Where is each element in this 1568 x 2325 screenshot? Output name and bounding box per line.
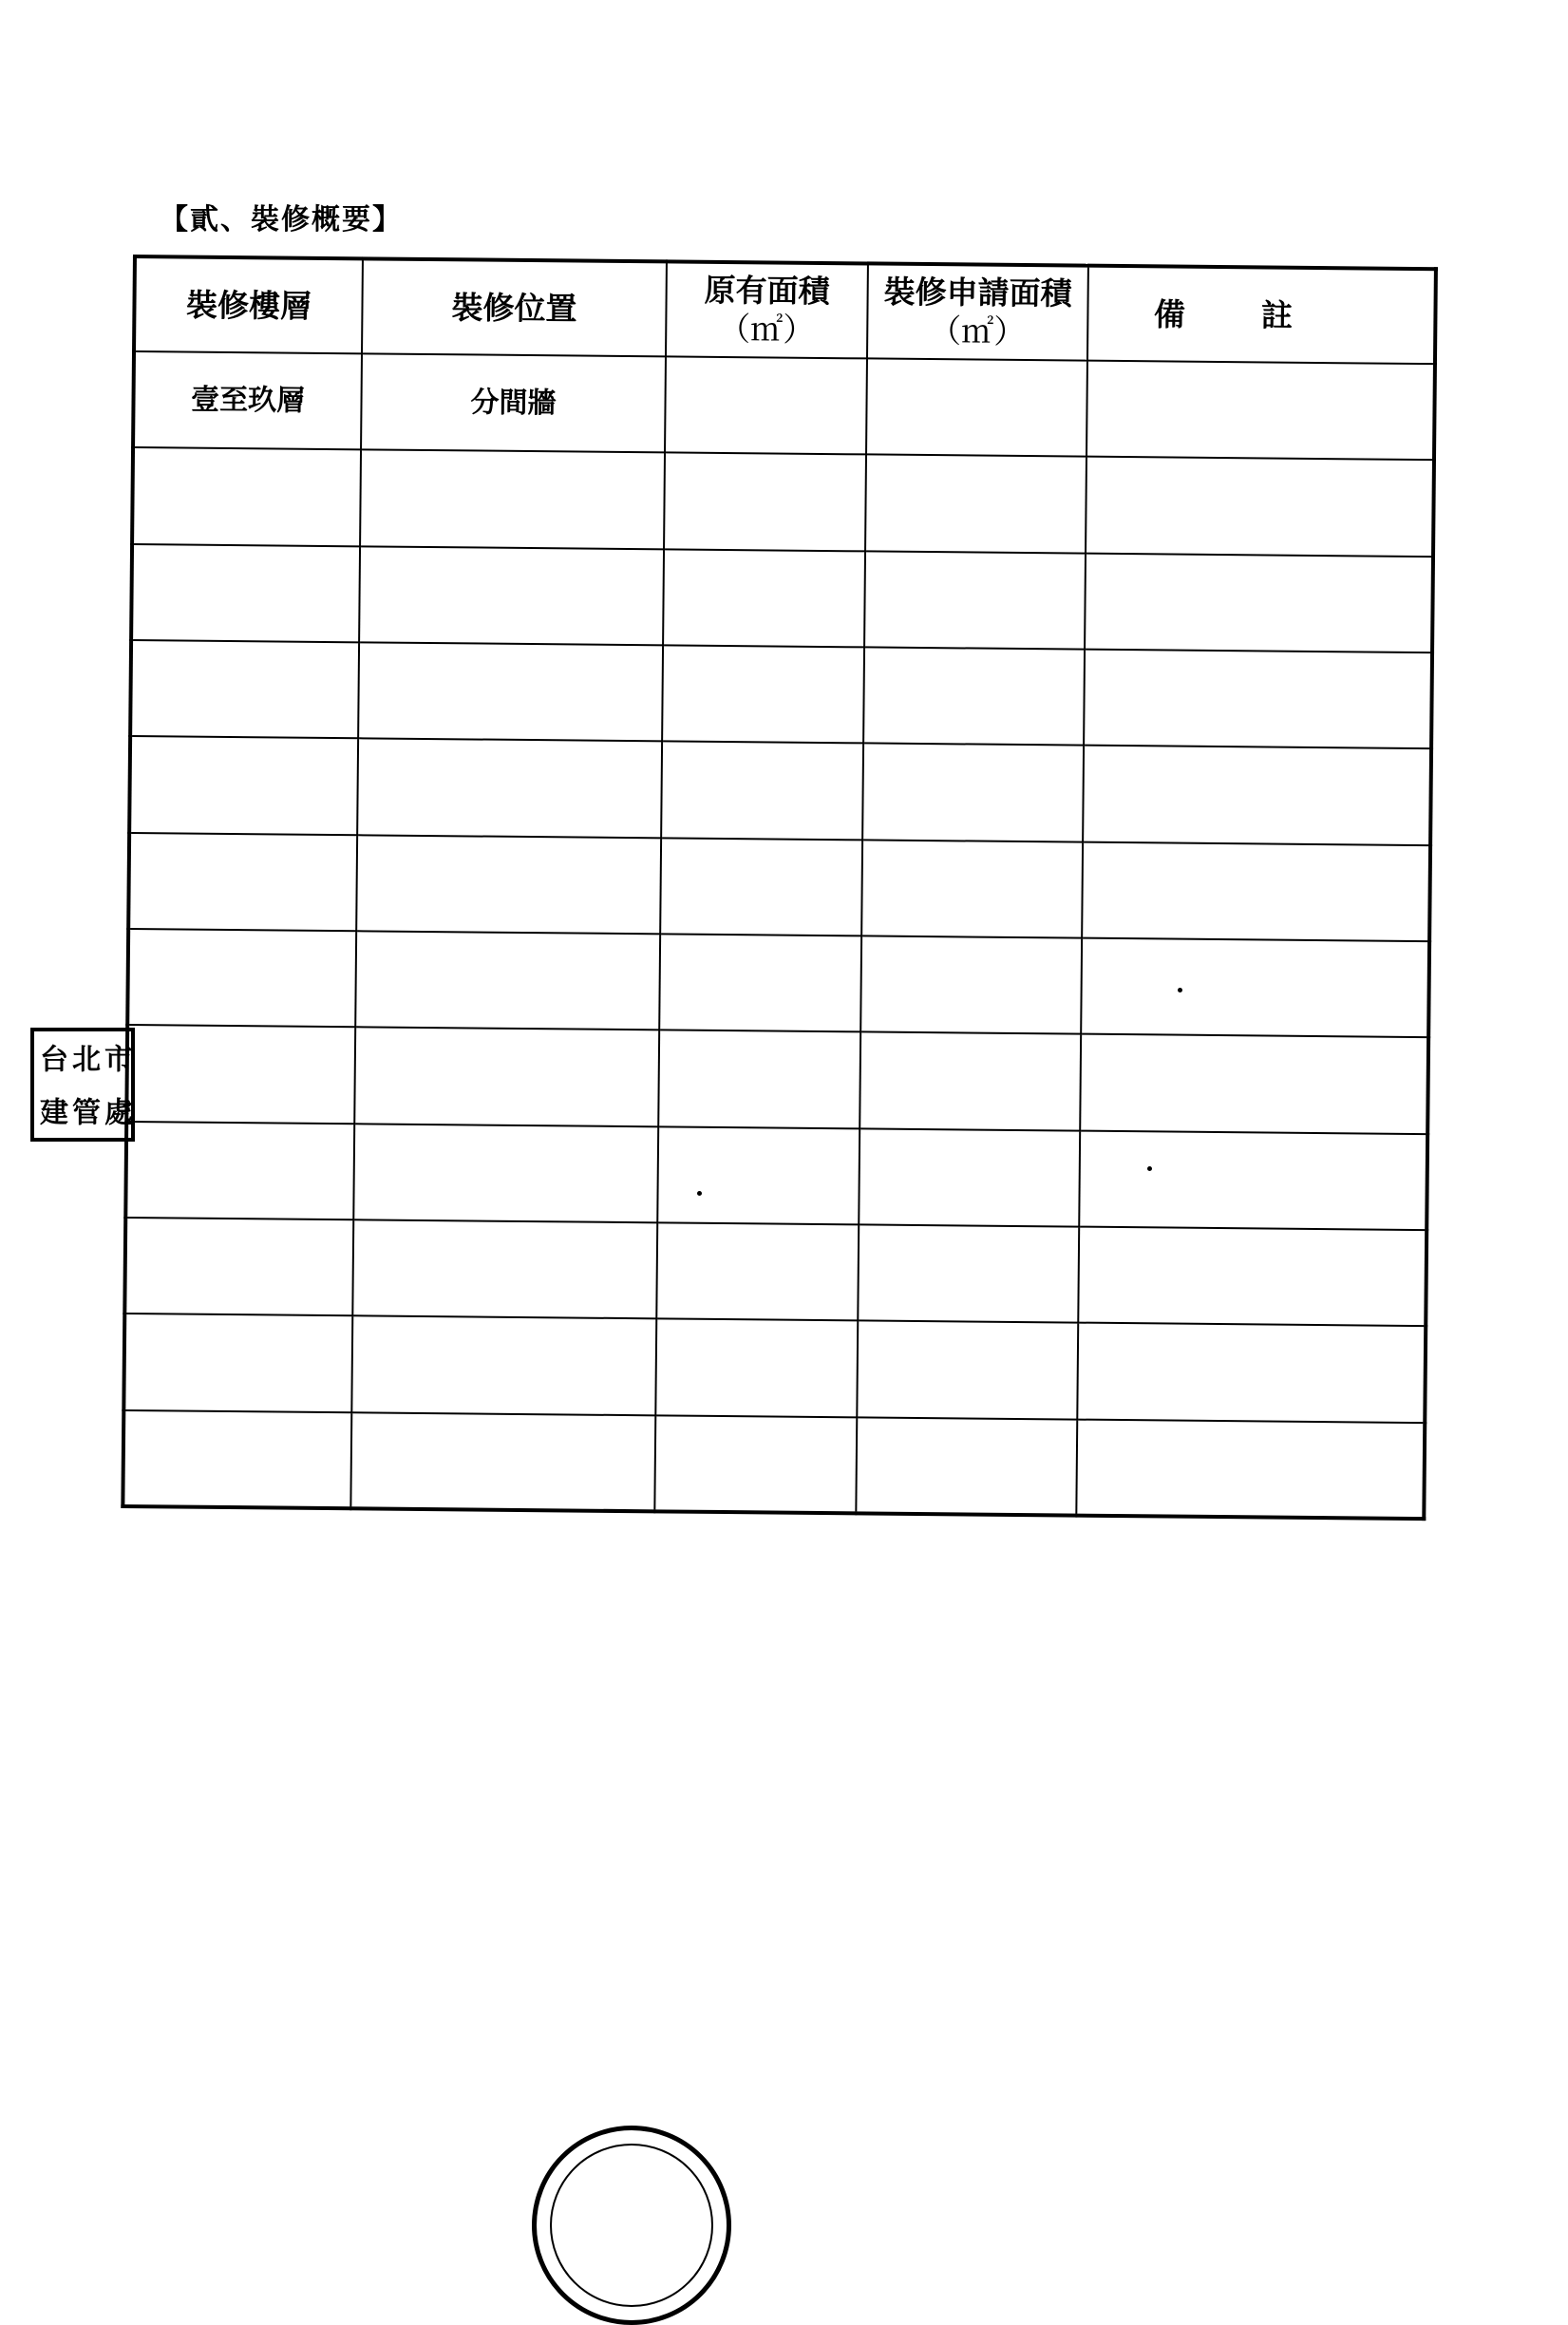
cell-floor (131, 544, 360, 643)
cell-applied-area (862, 744, 1084, 842)
header-original-area-unit: （㎡） (718, 310, 816, 350)
table-header-row (134, 256, 1436, 364)
cell-applied-area (863, 647, 1085, 746)
stamp-seal-left (30, 1028, 135, 1142)
table-row (127, 929, 1429, 1037)
cell-floor (124, 1218, 353, 1316)
table-body (123, 351, 1435, 1519)
cell-original-area (659, 934, 861, 1031)
header-applied-area-unit: （㎡） (929, 312, 1027, 351)
scan-speck (1178, 988, 1182, 992)
scan-speck (697, 1191, 702, 1196)
table-row (123, 1410, 1425, 1520)
table-row (130, 640, 1432, 748)
cell-original-area (656, 1222, 859, 1320)
seal-char: 管 (66, 1097, 100, 1125)
cell-remarks (1079, 1130, 1427, 1230)
cell-original-area (661, 742, 863, 840)
header-floor: 裝修樓層 (134, 256, 363, 353)
cell-remarks (1078, 1227, 1426, 1327)
cell-remarks (1081, 938, 1429, 1038)
cell-applied-area (860, 936, 1082, 1034)
table-row (125, 1122, 1427, 1230)
cell-floor (132, 447, 361, 546)
cell-remarks (1086, 361, 1435, 461)
header-location: 裝修位置 (362, 258, 667, 356)
cell-original-area (657, 1126, 860, 1224)
scan-speck (1147, 1166, 1152, 1171)
table-row (123, 1314, 1426, 1422)
cell-applied-area (859, 1128, 1080, 1227)
cell-applied-area (865, 455, 1086, 554)
cell-applied-area (861, 840, 1083, 938)
cell-original-area (665, 356, 867, 454)
cell-floor: 壹至玖層 (133, 351, 362, 450)
stamp-seal-bottom (532, 2126, 731, 2325)
cell-applied-area (858, 1224, 1079, 1323)
seal-char: 台 (34, 1044, 67, 1072)
cell-floor (128, 833, 357, 932)
table-row (132, 447, 1434, 556)
cell-original-area (654, 1415, 857, 1513)
cell-remarks (1077, 1323, 1426, 1423)
header-original-area-label: 原有面積 (704, 271, 830, 310)
cell-remarks (1076, 1419, 1425, 1519)
renovation-summary-table-wrapper (121, 255, 1434, 1521)
section-title: 【貳、裝修概要】 (160, 203, 403, 236)
seal-char: 建 (34, 1097, 67, 1125)
seal-char: 處 (99, 1097, 132, 1125)
cell-remarks (1080, 1034, 1428, 1134)
cell-remarks (1082, 841, 1430, 941)
table-row (124, 1218, 1426, 1326)
table-row (129, 736, 1431, 844)
cell-remarks (1083, 746, 1431, 845)
cell-location (350, 1412, 655, 1511)
cell-floor (127, 929, 356, 1028)
cell-floor (123, 1410, 351, 1509)
header-remarks: 備註 (1087, 266, 1436, 365)
cell-location (352, 1219, 657, 1318)
cell-location (354, 1028, 659, 1126)
cell-applied-area (864, 551, 1086, 650)
cell-original-area (655, 1319, 858, 1417)
cell-floor (125, 1122, 354, 1220)
cell-location (357, 739, 662, 838)
cell-applied-area (866, 358, 1087, 457)
cell-remarks (1085, 553, 1433, 652)
cell-location (355, 931, 660, 1030)
table-row (131, 544, 1433, 652)
cell-original-area (658, 1030, 860, 1128)
cell-original-area (663, 549, 865, 647)
cell-original-area (662, 645, 864, 743)
cell-location (356, 835, 661, 934)
cell-floor (123, 1314, 352, 1412)
header-applied-area (867, 263, 1088, 360)
cell-location (358, 642, 663, 741)
seal-char: 北 (66, 1044, 100, 1072)
cell-location (351, 1316, 656, 1415)
cell-original-area (664, 453, 866, 551)
cell-location: 分間牆 (361, 353, 666, 452)
cell-location (353, 1124, 658, 1222)
table-row (128, 833, 1430, 941)
cell-floor (126, 1025, 355, 1124)
renovation-summary-table (121, 255, 1438, 1521)
seal-char: 市 (99, 1044, 132, 1072)
cell-applied-area (857, 1321, 1078, 1420)
header-applied-area-label: 裝修申請面積 (883, 273, 1072, 312)
cell-floor (129, 736, 358, 835)
table-row (126, 1025, 1428, 1133)
cell-applied-area (856, 1417, 1077, 1516)
cell-remarks (1086, 457, 1434, 557)
table-row (133, 351, 1435, 460)
cell-remarks (1084, 650, 1432, 749)
cell-location (360, 450, 665, 549)
cell-applied-area (860, 1032, 1081, 1131)
cell-location (359, 546, 664, 645)
cell-original-area (660, 838, 862, 936)
cell-floor (130, 640, 359, 739)
header-original-area (666, 261, 868, 358)
